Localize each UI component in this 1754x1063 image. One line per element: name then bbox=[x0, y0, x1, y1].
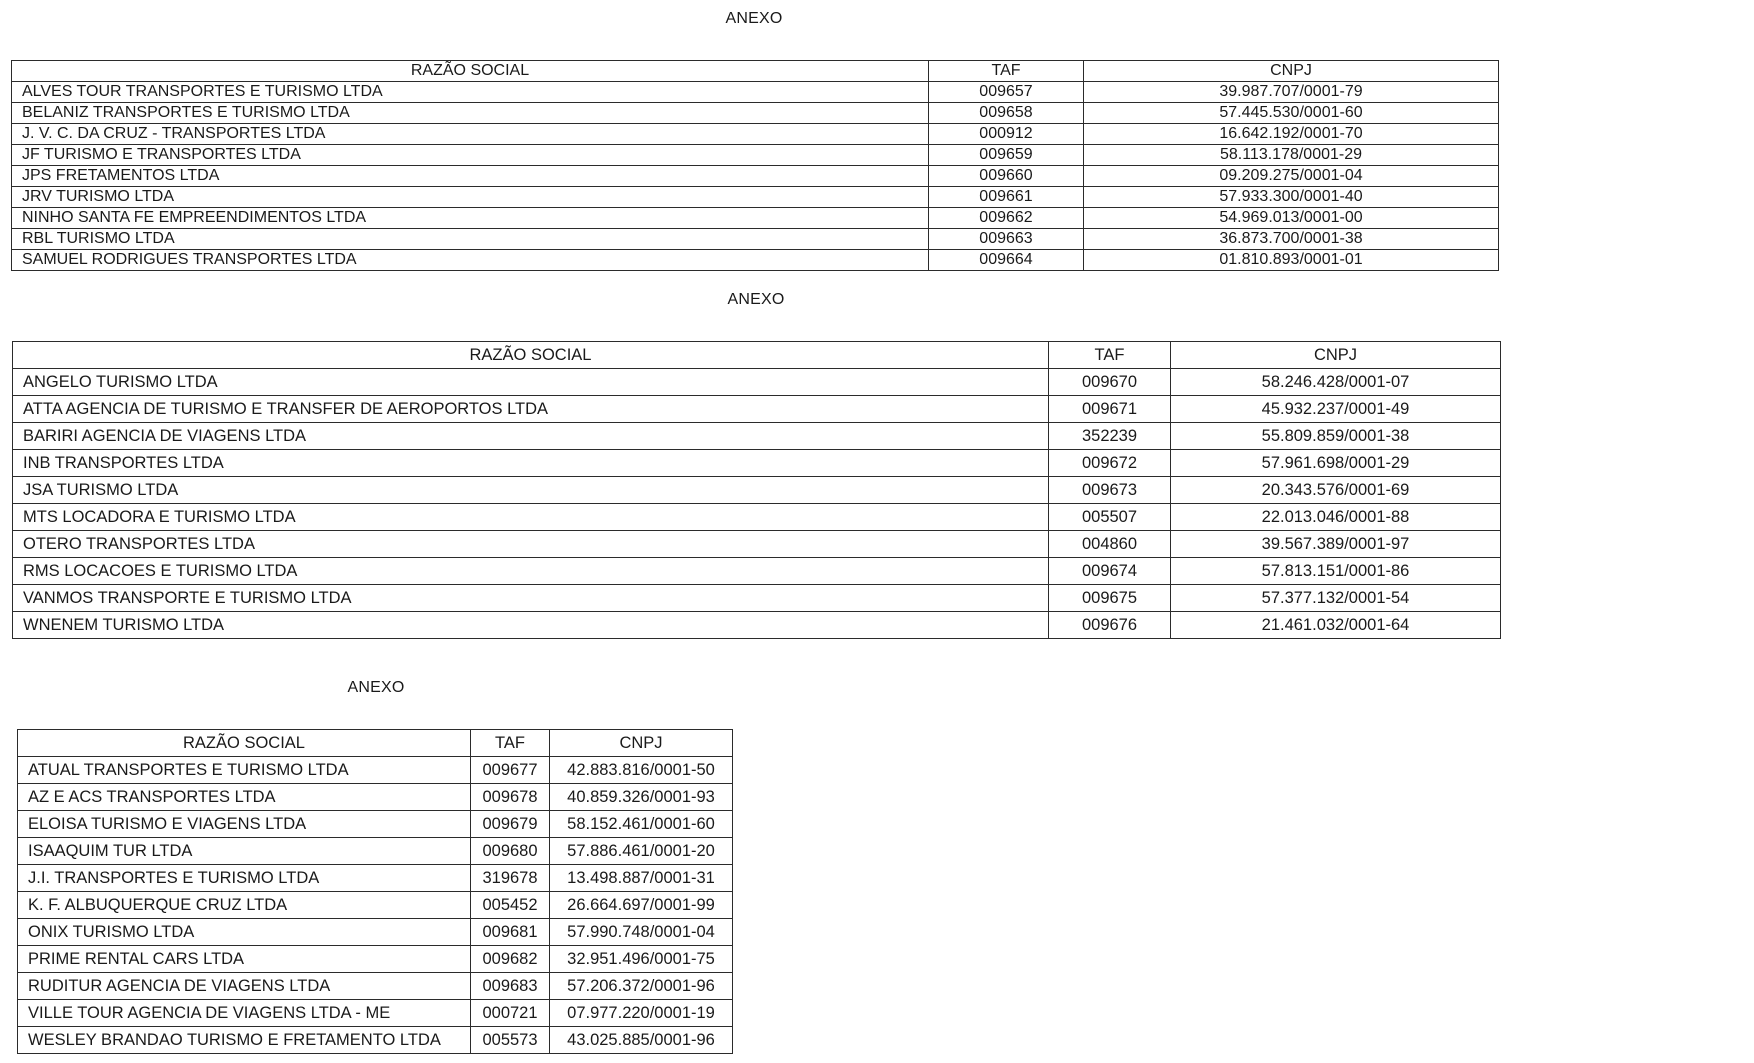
cnpj-cell: 07.977.220/0001-19 bbox=[550, 1000, 733, 1027]
column-header-razao-social: RAZÃO SOCIAL bbox=[18, 730, 471, 757]
razao-social-cell: VILLE TOUR AGENCIA DE VIAGENS LTDA - ME bbox=[18, 1000, 471, 1027]
table-header-row bbox=[13, 342, 1501, 369]
cnpj-cell: 42.883.816/0001-50 bbox=[550, 757, 733, 784]
cnpj-cell: 20.343.576/0001-69 bbox=[1171, 477, 1501, 504]
razao-social-cell: JRV TURISMO LTDA bbox=[12, 187, 929, 208]
table-row bbox=[18, 1027, 733, 1054]
razao-social-cell: MTS LOCADORA E TURISMO LTDA bbox=[13, 504, 1049, 531]
taf-cell: 009662 bbox=[929, 208, 1084, 229]
table-row bbox=[18, 1000, 733, 1027]
razao-social-cell: OTERO TRANSPORTES LTDA bbox=[13, 531, 1049, 558]
razao-social-cell: ELOISA TURISMO E VIAGENS LTDA bbox=[18, 811, 471, 838]
cnpj-cell: 57.206.372/0001-96 bbox=[550, 973, 733, 1000]
cnpj-cell: 57.933.300/0001-40 bbox=[1084, 187, 1499, 208]
razao-social-cell: ONIX TURISMO LTDA bbox=[18, 919, 471, 946]
razao-social-cell: JPS FRETAMENTOS LTDA bbox=[12, 166, 929, 187]
cnpj-cell: 58.113.178/0001-29 bbox=[1084, 145, 1499, 166]
column-header-taf: TAF bbox=[929, 61, 1084, 82]
cnpj-cell: 57.445.530/0001-60 bbox=[1084, 103, 1499, 124]
razao-social-cell: PRIME RENTAL CARS LTDA bbox=[18, 946, 471, 973]
table-row bbox=[12, 124, 1499, 145]
taf-cell: 009676 bbox=[1049, 612, 1171, 639]
razao-social-cell: INB TRANSPORTES LTDA bbox=[13, 450, 1049, 477]
annex-heading-1: ANEXO bbox=[725, 10, 783, 27]
cnpj-cell: 22.013.046/0001-88 bbox=[1171, 504, 1501, 531]
cnpj-cell: 32.951.496/0001-75 bbox=[550, 946, 733, 973]
table-row bbox=[13, 369, 1501, 396]
table-row bbox=[12, 145, 1499, 166]
taf-cell: 005573 bbox=[471, 1027, 550, 1054]
razao-social-cell: ATTA AGENCIA DE TURISMO E TRANSFER DE AEROPORTOS LTDA bbox=[13, 396, 1049, 423]
razao-social-cell: NINHO SANTA FE EMPREENDIMENTOS LTDA bbox=[12, 208, 929, 229]
cnpj-cell: 21.461.032/0001-64 bbox=[1171, 612, 1501, 639]
table-row bbox=[13, 585, 1501, 612]
taf-cell: 009664 bbox=[929, 250, 1084, 271]
table-row bbox=[18, 811, 733, 838]
taf-cell: 009658 bbox=[929, 103, 1084, 124]
taf-cell: 005507 bbox=[1049, 504, 1171, 531]
taf-cell: 009673 bbox=[1049, 477, 1171, 504]
table-row bbox=[18, 865, 733, 892]
razao-social-cell: K. F. ALBUQUERQUE CRUZ LTDA bbox=[18, 892, 471, 919]
razao-social-cell: BARIRI AGENCIA DE VIAGENS LTDA bbox=[13, 423, 1049, 450]
table-row bbox=[18, 838, 733, 865]
razao-social-cell: RBL TURISMO LTDA bbox=[12, 229, 929, 250]
cnpj-cell: 40.859.326/0001-93 bbox=[550, 784, 733, 811]
razao-social-cell: ATUAL TRANSPORTES E TURISMO LTDA bbox=[18, 757, 471, 784]
cnpj-cell: 55.809.859/0001-38 bbox=[1171, 423, 1501, 450]
cnpj-cell: 57.886.461/0001-20 bbox=[550, 838, 733, 865]
taf-cell: 009674 bbox=[1049, 558, 1171, 585]
column-header-taf: TAF bbox=[471, 730, 550, 757]
taf-cell: 005452 bbox=[471, 892, 550, 919]
table-row bbox=[12, 82, 1499, 103]
taf-cell: 009661 bbox=[929, 187, 1084, 208]
taf-cell: 009660 bbox=[929, 166, 1084, 187]
cnpj-cell: 58.152.461/0001-60 bbox=[550, 811, 733, 838]
taf-cell: 009678 bbox=[471, 784, 550, 811]
cnpj-cell: 16.642.192/0001-70 bbox=[1084, 124, 1499, 145]
annex-table-1 bbox=[11, 60, 1499, 271]
cnpj-cell: 45.932.237/0001-49 bbox=[1171, 396, 1501, 423]
cnpj-cell: 58.246.428/0001-07 bbox=[1171, 369, 1501, 396]
taf-cell: 004860 bbox=[1049, 531, 1171, 558]
column-header-razao-social: RAZÃO SOCIAL bbox=[12, 61, 929, 82]
table-row bbox=[13, 423, 1501, 450]
taf-cell: 009675 bbox=[1049, 585, 1171, 612]
razao-social-cell: RMS LOCACOES E TURISMO LTDA bbox=[13, 558, 1049, 585]
annex-heading-3: ANEXO bbox=[347, 679, 405, 696]
table-header-row bbox=[12, 61, 1499, 82]
column-header-cnpj: CNPJ bbox=[1171, 342, 1501, 369]
cnpj-cell: 57.990.748/0001-04 bbox=[550, 919, 733, 946]
razao-social-cell: VANMOS TRANSPORTE E TURISMO LTDA bbox=[13, 585, 1049, 612]
razao-social-cell: BELANIZ TRANSPORTES E TURISMO LTDA bbox=[12, 103, 929, 124]
cnpj-cell: 36.873.700/0001-38 bbox=[1084, 229, 1499, 250]
razao-social-cell: SAMUEL RODRIGUES TRANSPORTES LTDA bbox=[12, 250, 929, 271]
razao-social-cell: JSA TURISMO LTDA bbox=[13, 477, 1049, 504]
table-row bbox=[18, 757, 733, 784]
razao-social-cell: WNENEM TURISMO LTDA bbox=[13, 612, 1049, 639]
taf-cell: 009670 bbox=[1049, 369, 1171, 396]
cnpj-cell: 01.810.893/0001-01 bbox=[1084, 250, 1499, 271]
taf-cell: 009671 bbox=[1049, 396, 1171, 423]
table-row bbox=[13, 612, 1501, 639]
taf-cell: 319678 bbox=[471, 865, 550, 892]
annex-heading-2: ANEXO bbox=[727, 291, 785, 308]
table-row bbox=[18, 892, 733, 919]
taf-cell: 009682 bbox=[471, 946, 550, 973]
taf-cell: 009681 bbox=[471, 919, 550, 946]
table-row bbox=[13, 450, 1501, 477]
taf-cell: 000721 bbox=[471, 1000, 550, 1027]
table-row bbox=[13, 504, 1501, 531]
cnpj-cell: 39.567.389/0001-97 bbox=[1171, 531, 1501, 558]
taf-cell: 000912 bbox=[929, 124, 1084, 145]
table-row bbox=[13, 477, 1501, 504]
table-row bbox=[12, 103, 1499, 124]
column-header-taf: TAF bbox=[1049, 342, 1171, 369]
table-row bbox=[12, 250, 1499, 271]
taf-cell: 009683 bbox=[471, 973, 550, 1000]
taf-cell: 009677 bbox=[471, 757, 550, 784]
taf-cell: 009657 bbox=[929, 82, 1084, 103]
column-header-cnpj: CNPJ bbox=[550, 730, 733, 757]
cnpj-cell: 57.813.151/0001-86 bbox=[1171, 558, 1501, 585]
taf-cell: 009659 bbox=[929, 145, 1084, 166]
cnpj-cell: 39.987.707/0001-79 bbox=[1084, 82, 1499, 103]
cnpj-cell: 26.664.697/0001-99 bbox=[550, 892, 733, 919]
annex-table-3 bbox=[17, 729, 733, 1054]
table-row bbox=[18, 784, 733, 811]
razao-social-cell: J.I. TRANSPORTES E TURISMO LTDA bbox=[18, 865, 471, 892]
taf-cell: 009663 bbox=[929, 229, 1084, 250]
razao-social-cell: ALVES TOUR TRANSPORTES E TURISMO LTDA bbox=[12, 82, 929, 103]
razao-social-cell: J. V. C. DA CRUZ - TRANSPORTES LTDA bbox=[12, 124, 929, 145]
table-row bbox=[12, 229, 1499, 250]
taf-cell: 352239 bbox=[1049, 423, 1171, 450]
razao-social-cell: WESLEY BRANDAO TURISMO E FRETAMENTO LTDA bbox=[18, 1027, 471, 1054]
annex-table-2 bbox=[12, 341, 1501, 639]
table-row bbox=[13, 558, 1501, 585]
taf-cell: 009680 bbox=[471, 838, 550, 865]
razao-social-cell: ANGELO TURISMO LTDA bbox=[13, 369, 1049, 396]
cnpj-cell: 57.377.132/0001-54 bbox=[1171, 585, 1501, 612]
table-row bbox=[12, 166, 1499, 187]
column-header-cnpj: CNPJ bbox=[1084, 61, 1499, 82]
taf-cell: 009672 bbox=[1049, 450, 1171, 477]
table-row bbox=[12, 208, 1499, 229]
razao-social-cell: AZ E ACS TRANSPORTES LTDA bbox=[18, 784, 471, 811]
column-header-razao-social: RAZÃO SOCIAL bbox=[13, 342, 1049, 369]
cnpj-cell: 43.025.885/0001-96 bbox=[550, 1027, 733, 1054]
taf-cell: 009679 bbox=[471, 811, 550, 838]
table-row bbox=[13, 396, 1501, 423]
table-row bbox=[12, 187, 1499, 208]
cnpj-cell: 13.498.887/0001-31 bbox=[550, 865, 733, 892]
table-header-row bbox=[18, 730, 733, 757]
table-row bbox=[18, 946, 733, 973]
table-row bbox=[18, 919, 733, 946]
cnpj-cell: 09.209.275/0001-04 bbox=[1084, 166, 1499, 187]
cnpj-cell: 54.969.013/0001-00 bbox=[1084, 208, 1499, 229]
razao-social-cell: JF TURISMO E TRANSPORTES LTDA bbox=[12, 145, 929, 166]
table-row bbox=[13, 531, 1501, 558]
razao-social-cell: ISAAQUIM TUR LTDA bbox=[18, 838, 471, 865]
razao-social-cell: RUDITUR AGENCIA DE VIAGENS LTDA bbox=[18, 973, 471, 1000]
cnpj-cell: 57.961.698/0001-29 bbox=[1171, 450, 1501, 477]
table-row bbox=[18, 973, 733, 1000]
